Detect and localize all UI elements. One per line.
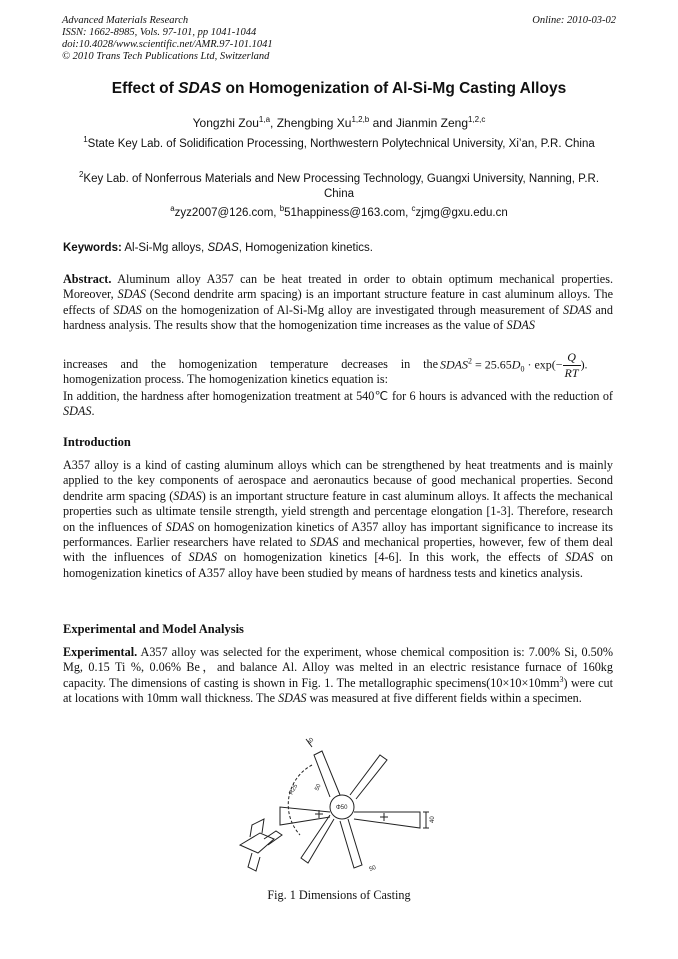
author-zeng: Jianmin Zeng <box>395 116 468 130</box>
paper-title: Effect of SDAS on Homogenization of Al-Si-Mg Casting Alloys <box>111 80 567 97</box>
arm-upper-right <box>350 755 387 799</box>
journal-name: Advanced Materials Research <box>62 15 189 26</box>
author-zou: Yongzhi Zou <box>192 116 259 130</box>
dim-label: Φ50 <box>336 805 348 811</box>
arm-left <box>280 807 330 825</box>
isometric-view <box>240 819 282 871</box>
affiliation-2: $^2$Key Lab. of Nonferrous Materials and New Processing Technology, Guangxi University, Nanning, P.R. China <box>78 170 600 200</box>
introduction-paragraph: A357 alloy is a kind of casting aluminum alloys which can be strengthened by heat treatments and is mainly applied to the key components of aerospace and aeronautics because of good mechanical properties. Second dendrite arm spacing (SDAS) is an important structure feature in cast aluminum alloys. It affects the mechanical properties such as ultimate tensile strength, yield strength and percentage elongation [1-3]. Therefore, research on the influences of SDAS on homogenization kinetics of A357 alloy has important significance to increase its performances. Earlier researchers have related to SDAS and mechanical properties, however, few of them deal with the influences of SDAS on homogenization kinetics [4-6]. In this work, the effects of SDAS on homogenization kinetics of A357 alloy have been studied by means of hardness tests and kinetics analysis. <box>63 458 614 580</box>
arm-lower-left <box>301 815 334 863</box>
section-heading-introduction: Introduction <box>63 435 131 449</box>
dim-label: 40 <box>306 737 316 747</box>
abstract-equation-line: increases and the homogenization temperature decreases in the homogenization process. The homogenization kinetics equation is: <box>63 357 438 387</box>
casting-drawing <box>240 739 429 871</box>
figure-caption: Fig. 1 Dimensions of Casting <box>267 888 411 902</box>
affiliation-1: $^1$State Key Lab. of Solidification Processing, Northwestern Polytechnical University, Xi’an, P.R. China <box>83 135 595 150</box>
fraction: $\frac{Q}{RT}$ <box>564 350 579 380</box>
arm-right <box>354 812 420 828</box>
dim-label: 50 <box>368 864 377 873</box>
plus-mark <box>380 813 388 821</box>
casting-figure <box>230 735 450 885</box>
doi: doi:10.4028/www.scientific.net/AMR.97-101.1041 <box>62 39 273 50</box>
dim-label: 40 <box>430 816 436 823</box>
dimension-line <box>423 812 429 828</box>
email-link[interactable]: zyz2007@126.com, <box>174 207 280 219</box>
dim-label: 50 <box>314 783 323 792</box>
experimental-paragraph: Experimental. A357 alloy was selected for the experiment, whose chemical composition is: 7.00% Si, 0.50% Mg, 0.15 Ti %, 0.06% Be，and balance Al. Alloy was melted in an electric resistance furnace of 160kg capacity. The dimensions of casting is shown in Fig. 1. The metallographic $specimens(10\times 10\times 10mm^3)$ were cut at locations with 10mm wall thickness. The SDAS was measured at five different fields within a specimen. <box>63 645 613 706</box>
page-header <box>62 15 616 63</box>
online-date: Online: 2010-03-02 <box>532 15 616 26</box>
section-heading-experimental: Experimental and Model Analysis <box>63 622 244 636</box>
kinetics-equation: $SDAS^2 = 25.65D_0 \cdot \exp(-$ $\frac{Q}{RT}$ ). <box>440 350 588 380</box>
keywords: Keywords: Al-Si-Mg alloys, SDAS, Homogenization kinetics. <box>63 242 373 254</box>
author-list: Yongzhi Zou$^{1,a}$, Zhengbing Xu$^{1,2,b}$ and Jianmin Zeng$^{1,2,c}$ <box>192 115 486 130</box>
author-xu: Zhengbing Xu <box>276 116 352 130</box>
issn: ISSN: 1662-8985, Vols. 97-101, pp 1041-1044 <box>62 27 257 38</box>
dim-label: R25 <box>288 783 300 796</box>
email-link[interactable]: 51happiness@163.com, <box>284 207 412 219</box>
arm-lower-right <box>340 819 362 868</box>
abstract-continuation: In addition, the hardness after homogenization treatment at 540℃ for 6 hours is advanced with the reduction of SDAS. <box>63 389 613 419</box>
author-emails: $^a$zyz2007@126.com, $^b$51happiness@163.com, $^c$zjmg@gxu.edu.cn <box>170 204 508 219</box>
abstract-paragraph: Abstract. Aluminum alloy A357 can be heat treated in order to obtain optimum mechanical properties. Moreover, SDAS (Second dendrite arm spacing) is an important structure feature in cast aluminum alloys. The effects of SDAS on the homogenization of Al-Si-Mg alloy are investigated through measurement of SDAS and hardness analysis. The results show that the homogenization time increases as the value of SDAS <box>63 272 613 333</box>
copyright: © 2010 Trans Tech Publications Ltd, Switzerland <box>62 51 270 62</box>
email-link[interactable]: zjmg@gxu.edu.cn <box>415 207 508 219</box>
